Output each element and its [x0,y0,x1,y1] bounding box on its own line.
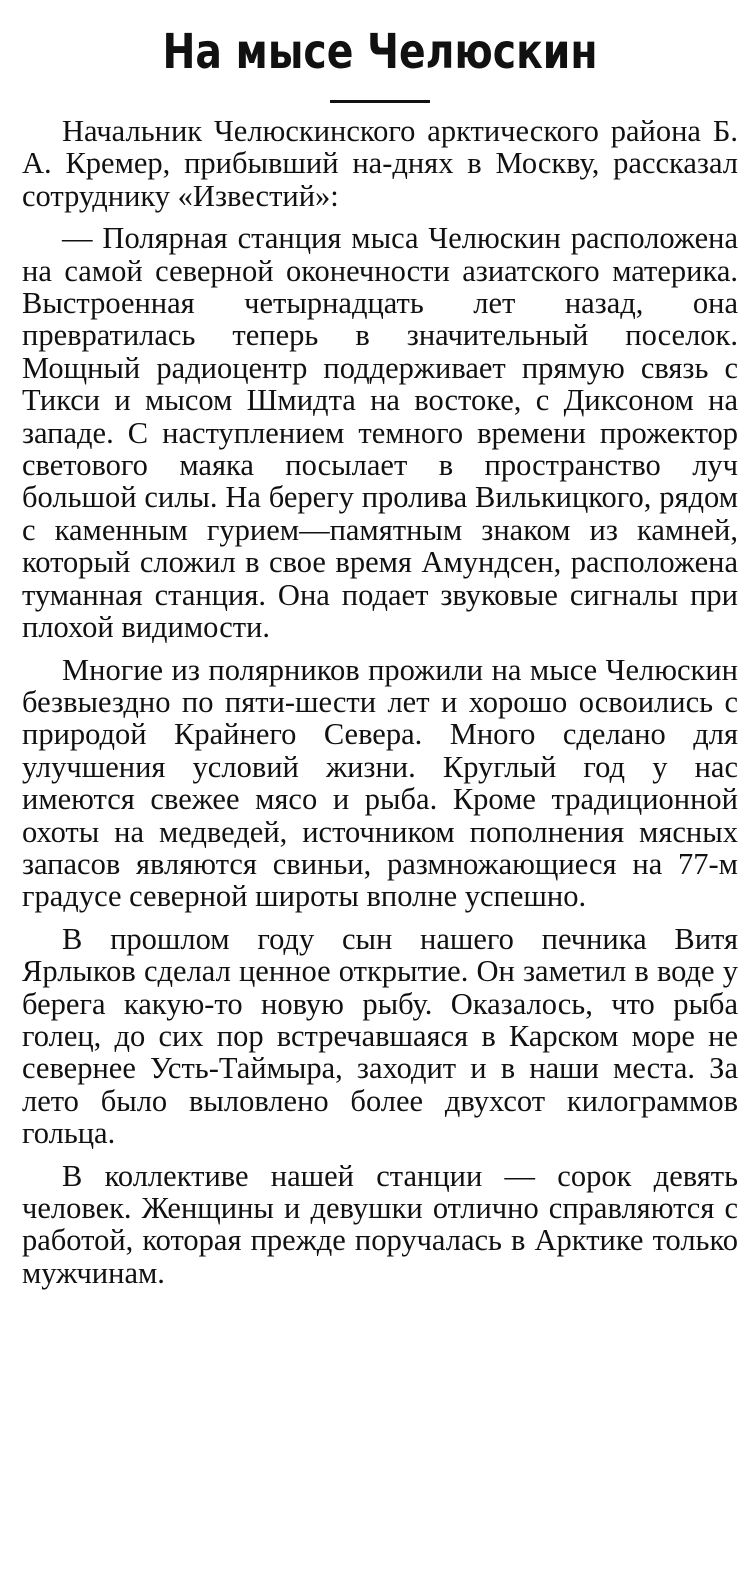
newspaper-article [22,12,738,1289]
headline-divider [330,100,430,103]
article-paragraph-4: В прошлом году сын нашего печника Витя Ярлыков сделал ценное открытие. Он заметил в воде у берега какую-то новую рыбу. Оказалось, что рыба голец, до сих пор встречавшаяся в Карском море не севернее Усть-Таймыра, заходит и в наши места. За лето было выловлено более двухсот килограммов гольца. [22,921,738,1151]
article-body [22,115,738,1289]
article-paragraph-2: — Полярная станция мыса Челюскин расположена на самой северной оконечности азиатского материка. Выстроенная четырнадцать лет назад, она превратилась теперь в значительный поселок. Мощный радиоцентр поддерживает прямую связь с Тикси и мысом Шмидта на востоке, с Диксоном на западе. С наступлением темного времени прожектор светового маяка посылает в пространство луч большой силы. На берегу пролива Вилькицкого, рядом с каменным гурием—памятным знаком из камней, который сложил в свое время Амундсен, расположена туманная станция. Она подает звуковые сигналы при плохой видимости. [22,221,738,645]
article-paragraph-5: В коллективе нашей станции — сорок девять человек. Женщины и девушки отлично справляются с работой, которая прежде поручалась в Арктике только мужчинам. [22,1158,738,1290]
article-headline: На мысе Челюскин [162,24,598,80]
article-paragraph-1: Начальник Челюскинского арктического района Б. А. Кремер, прибывший на-днях в Москву, рассказал сотруднику «Известий»: [22,114,738,213]
article-paragraph-3: Многие из полярников прожили на мысе Челюскин безвыездно по пяти-шести лет и хорошо освоились с природой Крайнего Севера. Много сделано для улучшения условий жизни. Круглый год у нас имеются свежее мясо и рыба. Кроме традиционной охоты на медведей, источником пополнения мясных запасов являются свиньи, размножающиеся на 77-м градусе северной широты вполне успешно. [22,652,738,914]
